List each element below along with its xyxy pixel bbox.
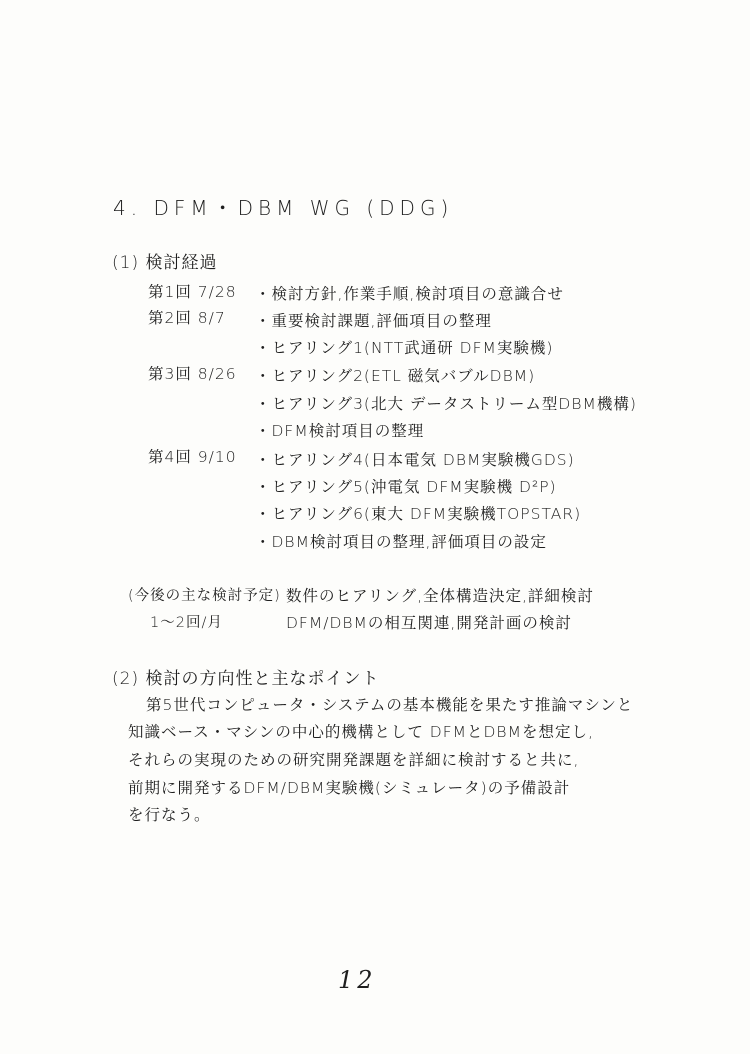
direction-line-4: 前期に開発するDFM/DBM実験機(シミュレータ)の予備設計: [128, 779, 571, 797]
page-number: 12: [338, 966, 377, 994]
meeting-2-label: 第2回 8/7: [148, 309, 226, 327]
section-title: 4. DFM・DBM WG (DDG): [113, 196, 454, 220]
meeting-4-item-2: ・ヒアリング5(沖電気 DFM実験機 D²P): [255, 478, 557, 496]
progress-heading: (1) 検討経過: [112, 253, 218, 273]
meeting-4-item-1: ・ヒアリング4(日本電気 DBM実験機GDS): [255, 451, 575, 469]
meeting-4-item-4: ・DBM検討項目の整理,評価項目の設定: [255, 533, 547, 551]
meeting-3-label: 第3回 8/26: [148, 365, 237, 383]
future-plan-line-1: 数件のヒアリング,全体構造決定,詳細検討: [286, 587, 594, 605]
meeting-4-item-3: ・ヒアリング6(東大 DFM実験機TOPSTAR): [255, 505, 582, 523]
direction-heading: (2) 検討の方向性と主なポイント: [112, 669, 380, 689]
meeting-1-label: 第1回 7/28: [148, 283, 237, 301]
direction-line-1: 第5世代コンピュータ・システムの基本機能を果たす推論マシンと: [146, 696, 634, 714]
direction-line-5: を行なう。: [128, 806, 211, 824]
direction-line-2: 知識ベース・マシンの中心的機構として DFMとDBMを想定し,: [128, 723, 594, 741]
meeting-1-item-1: ・検討方針,作業手順,検討項目の意識合せ: [255, 285, 564, 303]
future-plan-frequency: 1〜2回/月: [150, 615, 223, 631]
meeting-4-label: 第4回 9/10: [148, 448, 237, 466]
direction-line-3: それらの実現のための研究開発課題を詳細に検討すると共に,: [128, 751, 580, 769]
future-plan-line-2: DFM/DBMの相互関連,開発計画の検討: [286, 614, 572, 632]
future-plan-label: (今後の主な検討予定): [128, 588, 281, 604]
meeting-3-item-2: ・ヒアリング3(北大 データストリーム型DBM機構): [255, 395, 637, 413]
meeting-3-item-1: ・ヒアリング2(ETL 磁気バブルDBM): [255, 367, 536, 385]
meeting-2-item-1: ・重要検討課題,評価項目の整理: [255, 312, 492, 330]
meeting-3-item-3: ・DFM検討項目の整理: [255, 422, 425, 440]
meeting-2-item-2: ・ヒアリング1(NTT武通研 DFM実験機): [255, 339, 554, 357]
